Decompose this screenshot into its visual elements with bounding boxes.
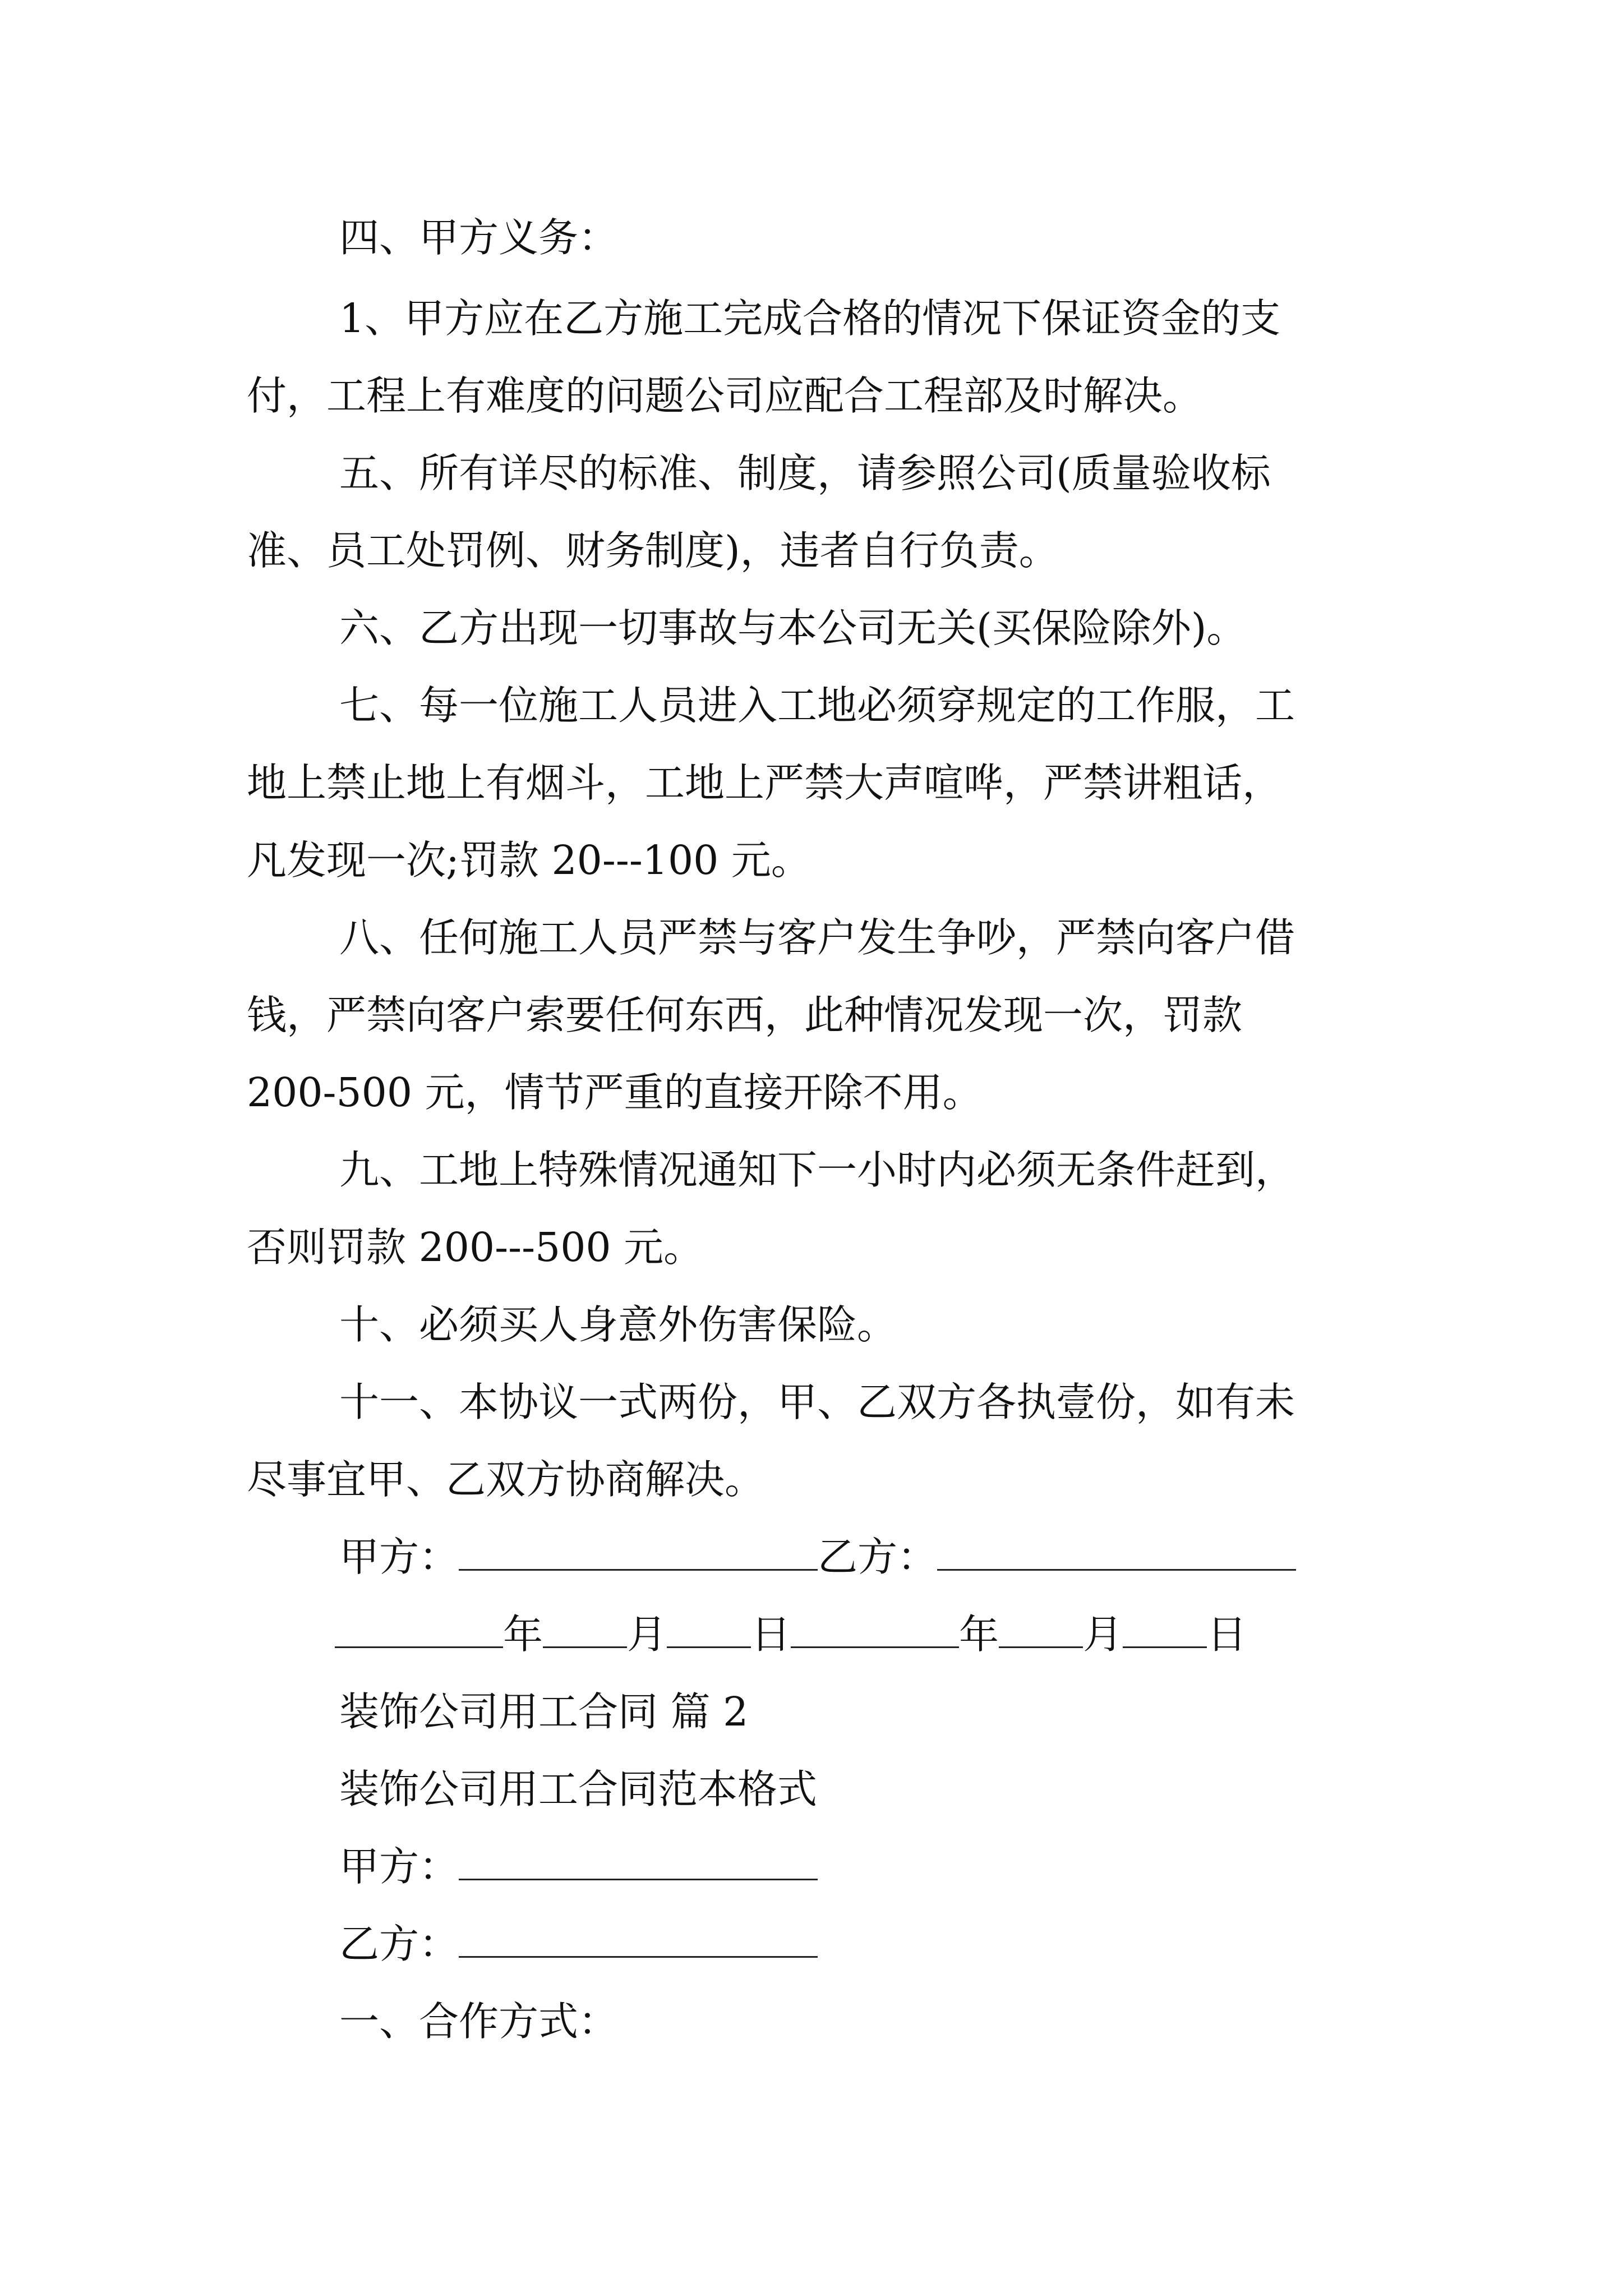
party-b-year-field[interactable] (791, 1612, 959, 1648)
day-unit: 日 (1207, 1611, 1247, 1658)
clause-4-item-1-line-1: 1、甲方应在乙方施工完成合格的情况下保证资金的支 (339, 295, 1281, 342)
clause-5-line-2: 准、员工处罚例、财务制度)，违者自行负责。 (247, 527, 1059, 574)
section-2-party-a-label: 甲方： (339, 1843, 459, 1890)
clause-8-line-1: 八、任何施工人员严禁与客户发生争吵，严禁向客户借 (339, 914, 1295, 961)
party-b-label: 乙方： (818, 1534, 938, 1580)
clause-4-heading: 四、甲方义务： (339, 214, 619, 261)
clause-7-line-2: 地上禁止地上有烟斗，工地上严禁大声喧哗，严禁讲粗话， (247, 760, 1283, 806)
month-unit: 月 (1083, 1611, 1123, 1658)
clause-11-line-1: 十一、本协议一式两份，甲、乙双方各执壹份，如有未 (339, 1379, 1295, 1425)
clause-4-item-1-line-2: 付，工程上有难度的问题公司应配合工程部及时解决。 (247, 372, 1203, 419)
party-a-day-field[interactable] (667, 1612, 751, 1648)
clause-8-line-2: 钱，严禁向客户索要任何东西，此种情况发现一次，罚款 (247, 992, 1243, 1038)
signing-date-row (335, 1608, 1247, 1662)
clause-6: 六、乙方出现一切事故与本公司无关(买保险除外)。 (339, 605, 1247, 651)
party-b-month-field[interactable] (999, 1612, 1083, 1648)
party-b-day-field[interactable] (1123, 1612, 1207, 1648)
party-a-signature-field[interactable] (459, 1534, 818, 1571)
section-2-party-b-row (339, 1917, 818, 1971)
party-a-label: 甲方： (339, 1534, 459, 1580)
month-unit: 月 (627, 1611, 667, 1658)
clause-7-line-1: 七、每一位施工人员进入工地必须穿规定的工作服，工 (339, 682, 1295, 729)
party-b-signature-field[interactable] (937, 1534, 1296, 1571)
section-2-heading: 装饰公司用工合同 篇 2 (339, 1688, 749, 1735)
year-unit: 年 (503, 1611, 543, 1658)
year-unit: 年 (959, 1611, 999, 1658)
clause-10: 十、必须买人身意外伤害保险。 (339, 1301, 897, 1348)
section-2-party-a-field[interactable] (459, 1844, 818, 1880)
party-a-year-field[interactable] (335, 1612, 503, 1648)
clause-8-line-3: 200-500 元，情节严重的直接开除不用。 (247, 1069, 983, 1116)
signature-row (339, 1530, 1296, 1584)
section-2-party-b-label: 乙方： (339, 1921, 459, 1967)
section-2-party-b-field[interactable] (459, 1921, 818, 1958)
day-unit: 日 (751, 1611, 791, 1658)
party-a-month-field[interactable] (543, 1612, 627, 1648)
clause-9-line-1: 九、工地上特殊情况通知下一小时内必须无条件赶到， (339, 1147, 1295, 1193)
section-2-clause-1: 一、合作方式： (339, 1998, 619, 2045)
clause-5-line-1: 五、所有详尽的标准、制度，请参照公司(质量验收标 (339, 450, 1271, 496)
section-2-party-a-row (339, 1840, 818, 1894)
clause-9-line-2: 否则罚款 200---500 元。 (247, 1224, 704, 1271)
clause-7-line-3: 凡发现一次;罚款 20---100 元。 (247, 837, 811, 884)
section-2-subheading: 装饰公司用工合同范本格式 (339, 1766, 818, 1812)
clause-11-line-2: 尽事宜甲、乙双方协商解决。 (247, 1456, 765, 1503)
